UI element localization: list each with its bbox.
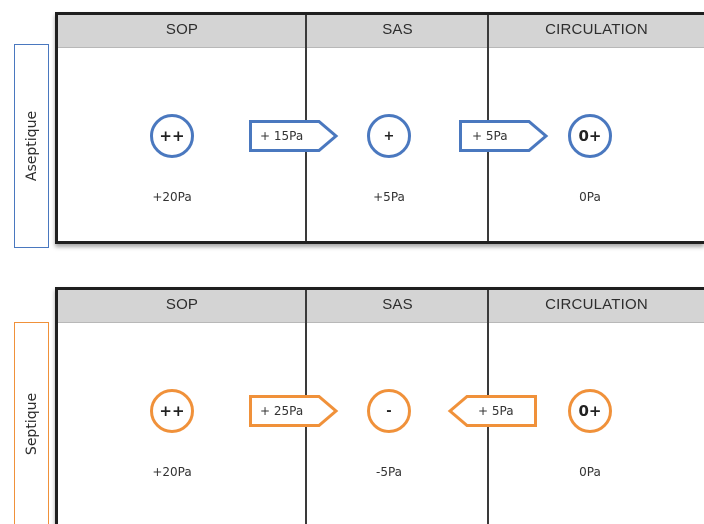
septique-room-circulation-circle	[568, 389, 612, 433]
aseptique-room-circulation-pressure: 0Pa	[579, 190, 601, 204]
septique-room-sas-circle	[367, 389, 411, 433]
aseptique-side-label: Aseptique	[23, 110, 40, 182]
septique-room-sop-symbol: ++	[159, 402, 185, 420]
septique-flow-label-2: + 5Pa	[478, 404, 514, 418]
aseptique-room-sop-pressure: +20Pa	[152, 190, 192, 204]
septique-room-sas-pressure: -5Pa	[375, 465, 402, 479]
septique-room-sop-pressure: +20Pa	[152, 465, 192, 479]
septique-room-circulation-symbol: 0+	[578, 402, 602, 420]
aseptique-flow-arrow-2	[459, 120, 549, 152]
septique-side-label-box	[14, 322, 49, 524]
septique-panel	[55, 287, 704, 524]
septique-flow-label-1: + 25Pa	[260, 404, 304, 418]
septique-side-label: Septique	[23, 392, 40, 455]
aseptique-room-sop-symbol: ++	[159, 127, 185, 145]
aseptique-side-label-box	[14, 44, 49, 248]
aseptique-panel	[55, 12, 704, 244]
aseptique-col-sop: SOP	[165, 21, 199, 38]
aseptique-room-sop-circle	[150, 114, 194, 158]
septique-flow-arrow-2	[447, 395, 537, 427]
septique-col-circulation: CIRCULATION	[545, 296, 648, 313]
aseptique-col-circulation: CIRCULATION	[545, 21, 648, 38]
aseptique-room-sas-pressure: +5Pa	[373, 190, 405, 204]
septique-room-sop-circle	[150, 389, 194, 433]
septique-col-sas: SAS	[382, 296, 413, 313]
aseptique-flow-label-1: + 15Pa	[260, 129, 304, 143]
aseptique-room-circulation-circle	[568, 114, 612, 158]
aseptique-flow-label-2: + 5Pa	[472, 129, 508, 143]
aseptique-room-sas-symbol: +	[383, 128, 395, 144]
septique-col-sop: SOP	[165, 296, 199, 313]
septique-header	[58, 290, 704, 323]
septique-flow-arrow-1	[249, 395, 339, 427]
aseptique-header	[58, 15, 704, 48]
aseptique-room-circulation-symbol: 0+	[578, 127, 602, 145]
aseptique-room-sas-circle	[367, 114, 411, 158]
septique-room-circulation-pressure: 0Pa	[579, 465, 601, 479]
aseptique-col-sas: SAS	[382, 21, 413, 38]
septique-room-sas-symbol: -	[386, 403, 392, 419]
aseptique-flow-arrow-1	[249, 120, 339, 152]
